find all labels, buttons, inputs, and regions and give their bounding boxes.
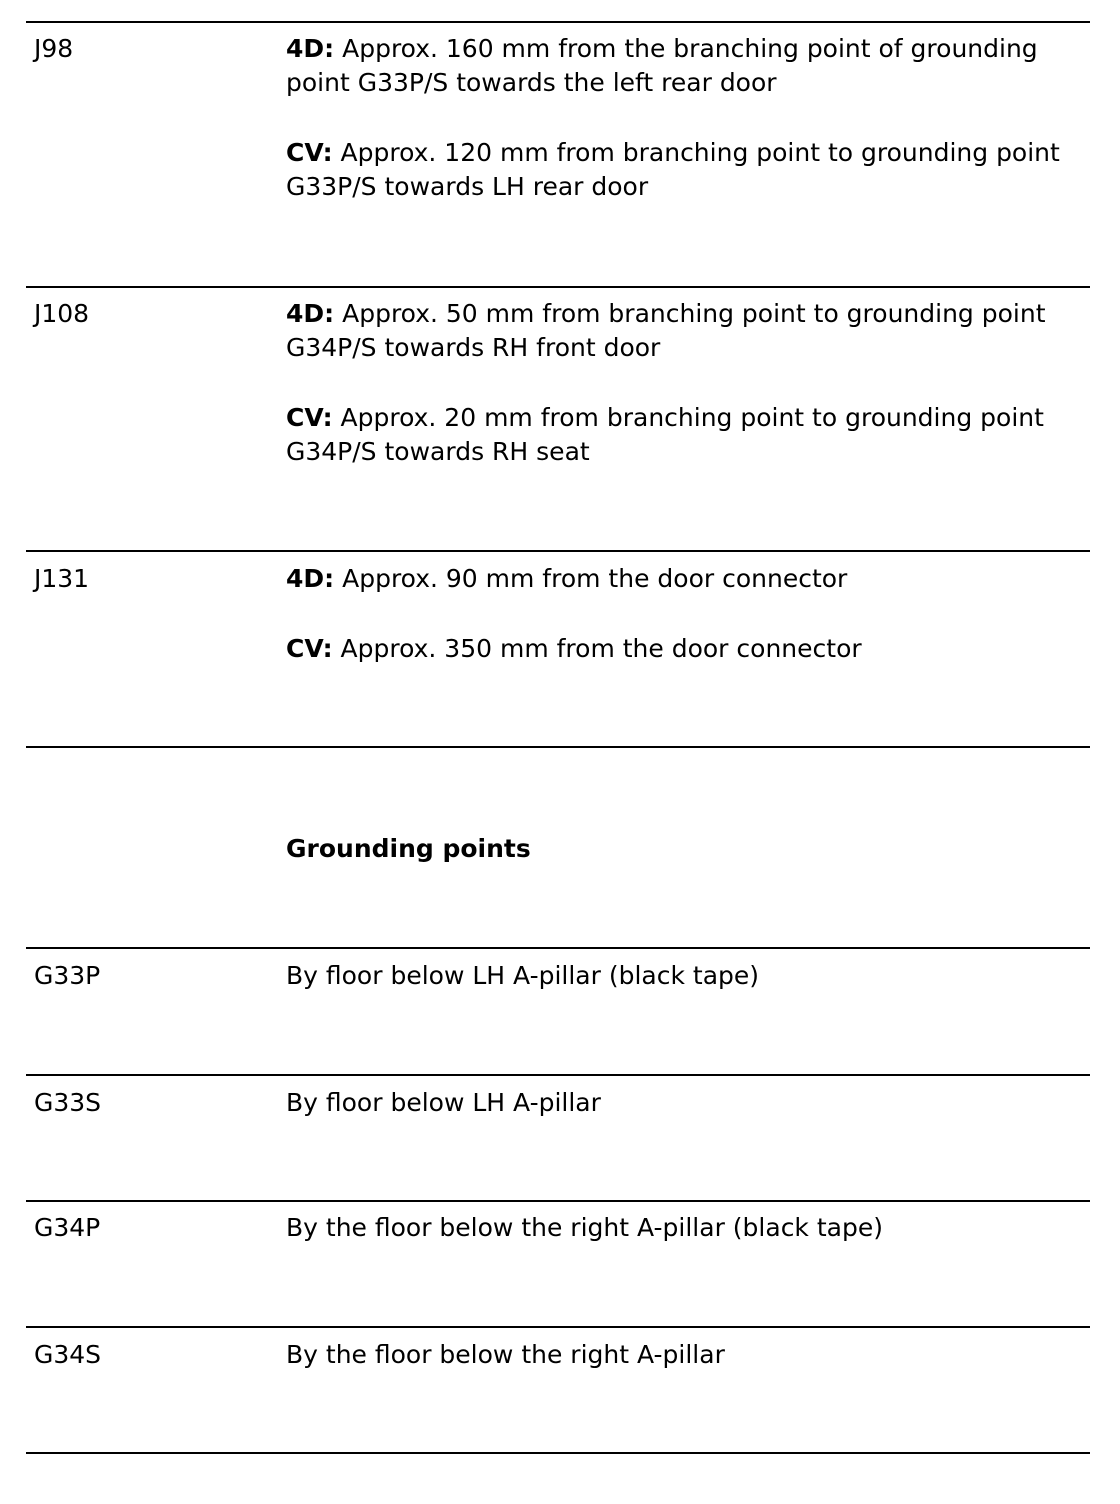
- row-divider: [26, 947, 1090, 949]
- junction-description: [286, 562, 1086, 666]
- variant-note-4d: [286, 32, 1086, 100]
- junction-code: J98: [34, 34, 74, 63]
- variant-note-cv: [286, 632, 1086, 666]
- variant-note-cv: [286, 136, 1086, 204]
- section-heading: Grounding points: [286, 834, 531, 863]
- grounding-point-description: By floor below LH A-pillar: [286, 1088, 601, 1117]
- variant-label: CV:: [286, 138, 333, 167]
- variant-text: Approx. 160 mm from the branching point of grounding point G33P/S towards the left rear door: [286, 34, 1038, 97]
- grounding-point-description: By the floor below the right A-pillar (black tape): [286, 1213, 883, 1242]
- grounding-point-code: G33S: [34, 1088, 102, 1117]
- variant-note-cv: [286, 401, 1086, 469]
- variant-note-4d: [286, 562, 1086, 596]
- variant-label: 4D:: [286, 34, 335, 63]
- grounding-point-code: G34P: [34, 1213, 101, 1242]
- row-divider: [26, 550, 1090, 552]
- grounding-point-code: G33P: [34, 961, 101, 990]
- variant-text: Approx. 20 mm from branching point to grounding point G34P/S towards RH seat: [286, 403, 1044, 466]
- variant-text: Approx. 350 mm from the door connector: [332, 634, 862, 663]
- variant-label: 4D:: [286, 299, 335, 328]
- variant-note-4d: [286, 297, 1086, 365]
- grounding-point-description: By the floor below the right A-pillar: [286, 1340, 725, 1369]
- variant-text: Approx. 120 mm from branching point to grounding point G33P/S towards LH rear door: [286, 138, 1060, 201]
- section-divider: [26, 746, 1090, 748]
- grounding-point-code: G34S: [34, 1340, 102, 1369]
- junction-code: J131: [34, 564, 90, 593]
- junction-code: J108: [34, 299, 90, 328]
- junction-description: [286, 297, 1086, 469]
- variant-label: CV:: [286, 634, 333, 663]
- table-bottom-rule: [26, 1452, 1090, 1454]
- grounding-point-description: By floor below LH A-pillar (black tape): [286, 961, 760, 990]
- row-divider: [26, 286, 1090, 288]
- row-divider: [26, 21, 1090, 23]
- variant-text: Approx. 50 mm from branching point to grounding point G34P/S towards RH front door: [286, 299, 1046, 362]
- variant-text: Approx. 90 mm from the door connector: [334, 564, 848, 593]
- junction-description: [286, 32, 1086, 204]
- variant-label: CV:: [286, 403, 333, 432]
- row-divider: [26, 1200, 1090, 1202]
- row-divider: [26, 1326, 1090, 1328]
- row-divider: [26, 1074, 1090, 1076]
- variant-label: 4D:: [286, 564, 335, 593]
